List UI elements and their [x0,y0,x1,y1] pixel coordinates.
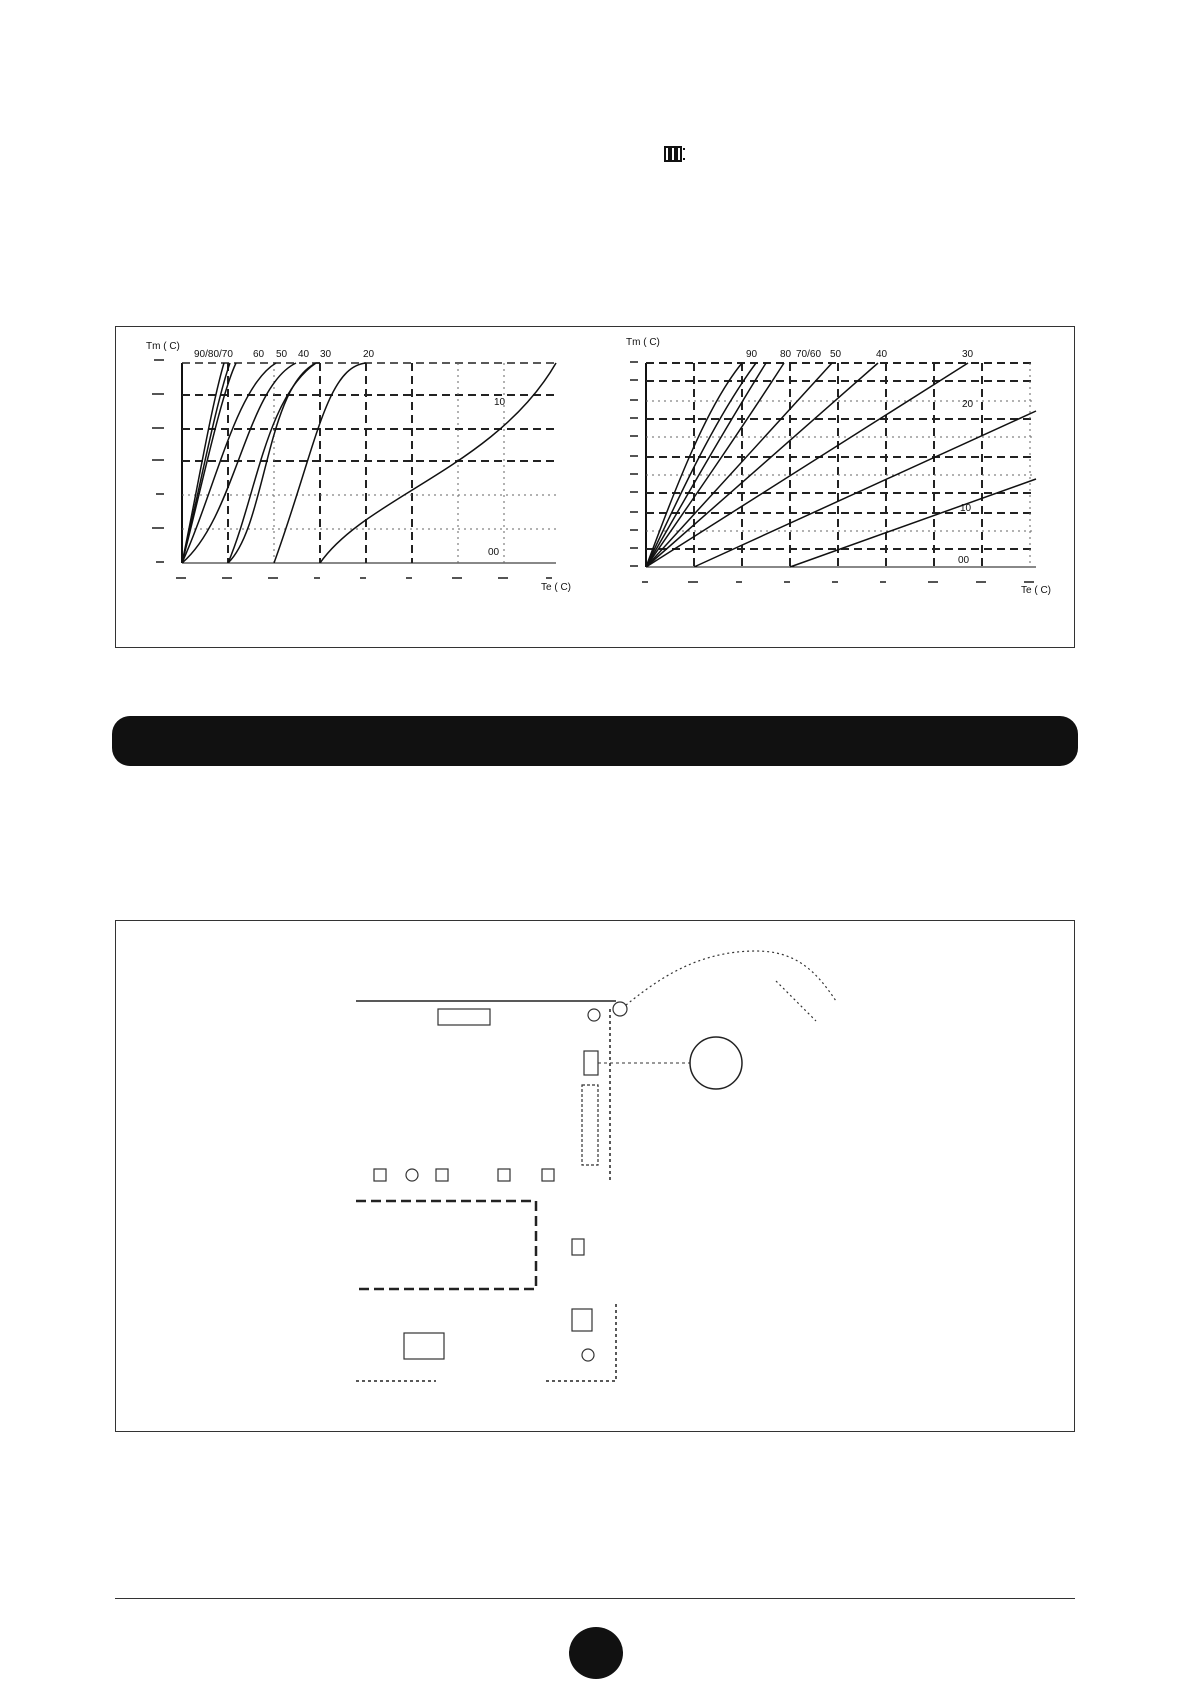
page-number-badge [569,1627,623,1679]
chart-right [626,337,1051,596]
chart-left-curve-label: 40 [298,349,310,360]
chart-left-ticks [152,359,552,579]
chart-right-curves [646,363,1036,567]
chart-left-y-label: Tm ( C) [146,341,180,352]
chart-left-curve-label: 90/80/70 [194,349,233,360]
chart-left-curve-label: 10 [494,397,506,408]
board-outline [356,1001,616,1381]
chart-left-curves [182,363,556,563]
radiator-icon [664,145,686,163]
chart-left-curve-label: 00 [488,547,500,558]
callout-circle [690,1037,742,1089]
chart-left [146,341,571,593]
chart-right-x-label: Te ( C) [1021,585,1051,596]
chart-right-curve-label: 40 [876,349,888,360]
chart-right-curve-label: 30 [962,349,974,360]
chart-right-curve-label: 00 [958,555,970,566]
heating-curves-figure [115,326,1075,648]
chart-right-y-label: Tm ( C) [626,337,660,348]
board-components [374,951,836,1361]
section-heading-bar [112,716,1078,766]
chart-left-x-label: Te ( C) [541,582,571,593]
footer-rule [115,1598,1075,1599]
heating-curves-svg [116,327,1076,649]
chart-left-curve-label: 50 [276,349,288,360]
chart-left-curve-label: 60 [253,349,265,360]
chart-right-curve-label: 20 [962,399,974,410]
chart-right-curve-label: 90 [746,349,758,360]
control-board-figure [115,920,1075,1432]
chart-right-curve-label: 80 [780,349,792,360]
chart-right-curve-label: 10 [960,503,972,514]
chart-right-curve-label: 70/60 [796,349,822,360]
control-board-svg [116,921,1076,1433]
chart-left-curve-label: 20 [363,349,375,360]
chart-left-curve-label: 30 [320,349,332,360]
chart-right-curve-label: 50 [830,349,842,360]
